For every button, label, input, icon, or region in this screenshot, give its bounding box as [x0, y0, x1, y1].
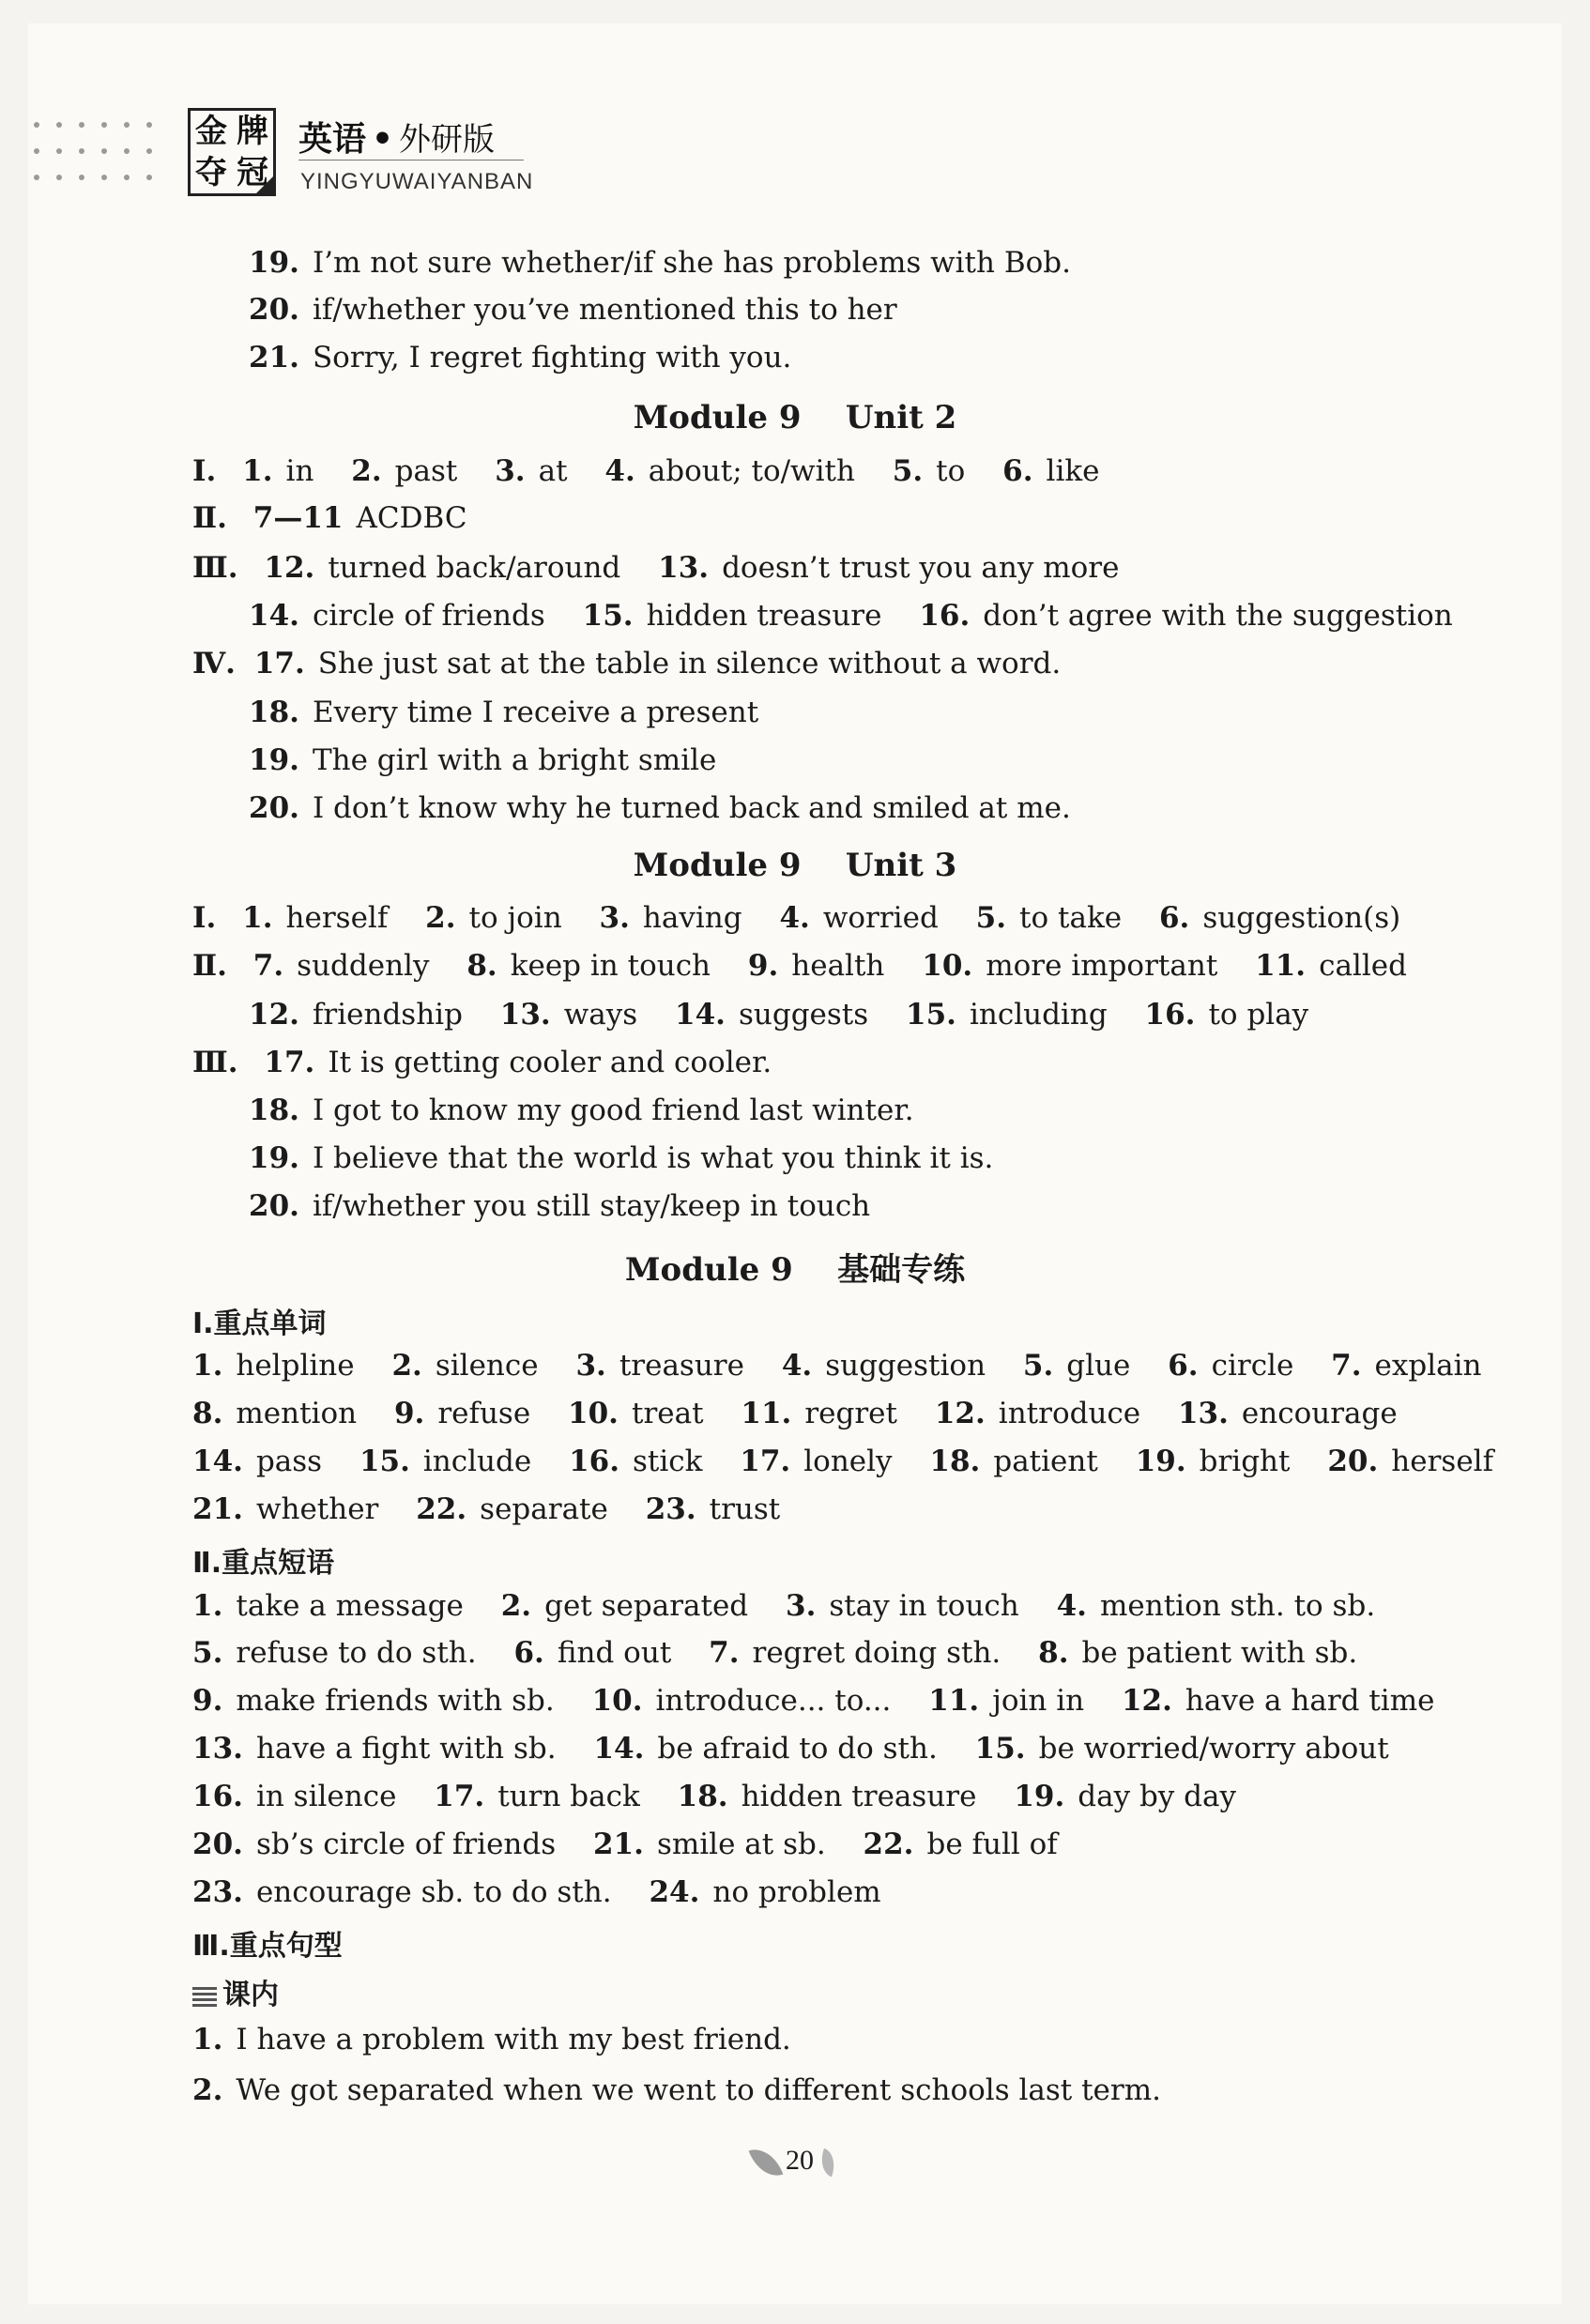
answer-row: 20. if/whether you still stay/keep in touch	[249, 1189, 871, 1223]
book-subtitle: YINGYUWAIYANBAN	[300, 169, 534, 194]
phrase-row: 5. refuse to do sth. 6. find out 7. regret doing sth. 8. be patient with sb.	[192, 1636, 1358, 1670]
phrase-row: 20. sb’s circle of friends 21. smile at sb. 22. be full of	[192, 1827, 1058, 1861]
decorative-dots	[34, 122, 152, 201]
answer-row: Ⅲ. 17. It is getting cooler and cooler.	[192, 1046, 772, 1079]
subsection-phrases: Ⅱ.重点短语	[192, 1547, 335, 1580]
answer-row: 14. circle of friends 15. hidden treasure 16. don’t agree with the suggestion	[249, 599, 1453, 633]
word-row: 21. whether 22. separate 23. trust	[192, 1492, 781, 1526]
subsection-sentences: Ⅲ.重点句型	[192, 1930, 343, 1963]
subsection-in-class: 课内	[192, 1971, 279, 2012]
sentence-row: 2. We got separated when we went to different schools last term.	[192, 2073, 1161, 2107]
header-divider	[298, 160, 524, 161]
logo-char: 金	[195, 113, 227, 150]
answer-row: 19. I believe that the world is what you think it is.	[249, 1141, 994, 1175]
logo-char: 牌	[237, 113, 268, 150]
page-number: 20	[786, 2145, 814, 2176]
section-heading-unit3: Module 9 Unit 3	[633, 847, 957, 884]
answer-row: 18. Every time I receive a present	[249, 696, 759, 729]
subsection-words: Ⅰ.重点单词	[192, 1307, 327, 1340]
word-row: 14. pass 15. include 16. stick 17. lonely 18. patient 19. bright 20. herself	[192, 1445, 1494, 1478]
leaf-icon	[816, 2148, 840, 2178]
book-title: 英语 • 外研版	[298, 120, 496, 159]
answer-row: 18. I got to know my good friend last winter.	[249, 1093, 914, 1127]
answer-line: 20. if/whether you’ve mentioned this to her	[249, 293, 897, 327]
section-heading-basics: Module 9 基础专练	[624, 1251, 966, 1289]
leaf-icon	[749, 2143, 784, 2183]
phrase-row: 23. encourage sb. to do sth. 24. no problem	[192, 1875, 881, 1909]
section-heading-unit2: Module 9 Unit 2	[633, 399, 957, 436]
sentence-row: 1. I have a problem with my best friend.	[192, 2023, 791, 2056]
answer-line: 19. I’m not sure whether/if she has problems with Bob.	[249, 246, 1071, 280]
logo-corner-mark	[253, 174, 276, 196]
phrase-row: 9. make friends with sb. 10. introduce... to... 11. join in 12. have a hard time	[192, 1684, 1435, 1718]
logo-char: 夺	[195, 154, 227, 191]
logo-char: 冠	[237, 154, 268, 191]
word-row: 8. mention 9. refuse 10. treat 11. regret 12. introduce 13. encourage	[192, 1397, 1398, 1430]
answer-row: Ⅲ. 12. turned back/around 13. doesn’t trust you any more	[192, 551, 1120, 585]
word-row: 1. helpline 2. silence 3. treasure 4. suggestion 5. glue 6. circle 7. explain	[192, 1349, 1482, 1383]
phrase-row: 16. in silence 17. turn back 18. hidden treasure 19. day by day	[192, 1780, 1237, 1813]
phrase-row: 13. have a fight with sb. 14. be afraid to do sth. 15. be worried/worry about	[192, 1732, 1389, 1766]
page-footer	[0, 2145, 1590, 2179]
answer-row: 19. The girl with a bright smile	[249, 743, 717, 777]
answer-row: Ⅰ. 1. herself 2. to join 3. having 4. worried 5. to take 6. suggestion(s)	[192, 901, 1401, 935]
answer-row: 20. I don’t know why he turned back and smiled at me.	[249, 791, 1071, 825]
answer-line: 21. Sorry, I regret fighting with you.	[249, 341, 792, 375]
answer-row: Ⅰ. 1. in 2. past 3. at 4. about; to/with 5. to 6. like	[192, 454, 1100, 488]
answer-row: Ⅱ. 7—11 ACDBC	[192, 501, 467, 535]
phrase-row: 1. take a message 2. get separated 3. stay in touch 4. mention sth. to sb.	[192, 1589, 1376, 1623]
answer-row: 12. friendship 13. ways 14. suggests 15. including 16. to play	[249, 998, 1309, 1032]
pencil-icon	[192, 1986, 217, 2007]
answer-row: Ⅱ. 7. suddenly 8. keep in touch 9. health 10. more important 11. called	[192, 949, 1407, 983]
answer-row: Ⅳ. 17. She just sat at the table in silence without a word.	[192, 647, 1062, 680]
